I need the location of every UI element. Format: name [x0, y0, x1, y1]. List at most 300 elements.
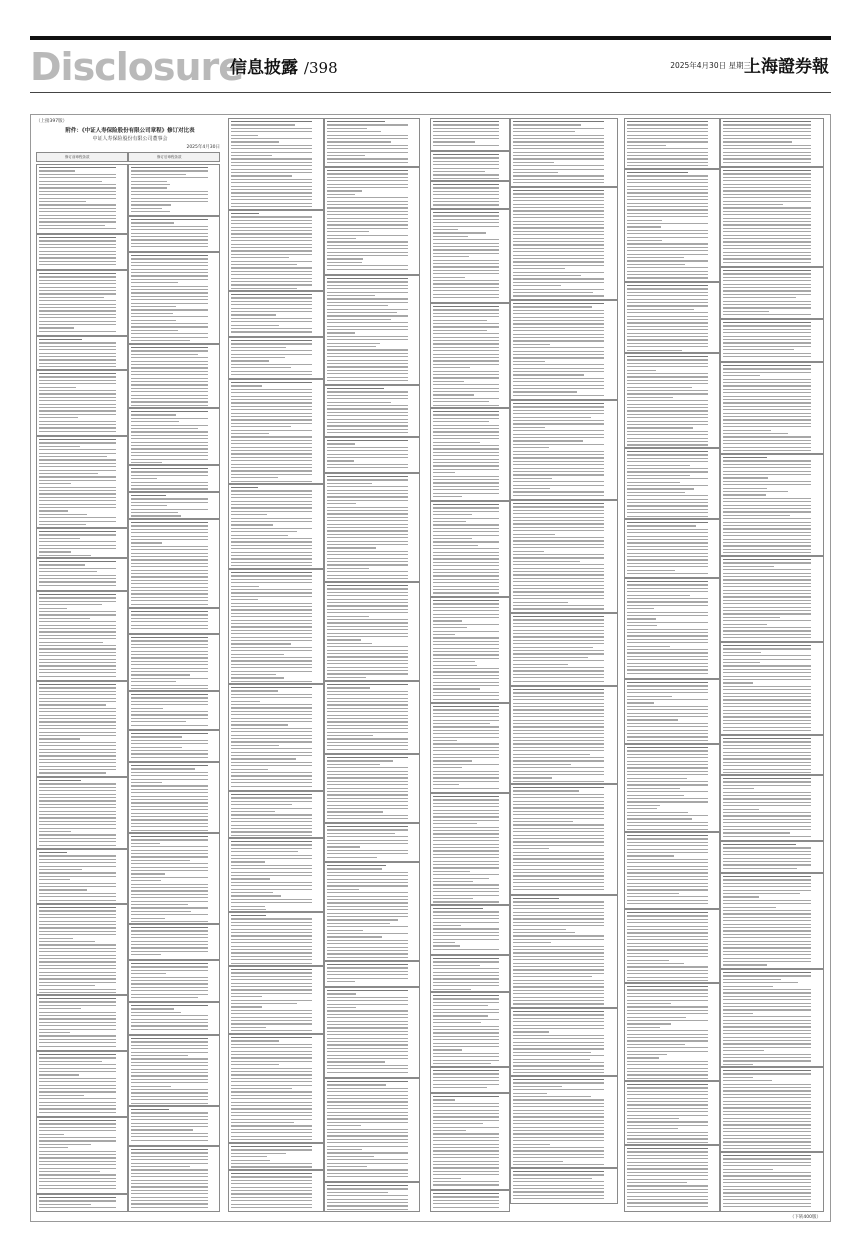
- text-line: [39, 824, 116, 825]
- text-line: [131, 966, 208, 967]
- text-line: [723, 730, 811, 731]
- text-line: [627, 458, 708, 459]
- text-line: [39, 561, 116, 562]
- text-line: [627, 522, 708, 523]
- text-line: [627, 805, 660, 806]
- text-line: [433, 514, 472, 515]
- text-line: [131, 170, 208, 171]
- text-line: [131, 830, 208, 831]
- text-line: [513, 547, 604, 548]
- text-line: [131, 802, 208, 803]
- text-line: [327, 278, 408, 279]
- text-line: [627, 588, 708, 589]
- text-line: [627, 468, 708, 469]
- text-line: [231, 1190, 312, 1191]
- text-line: [231, 972, 312, 973]
- text-line: [39, 225, 105, 226]
- text-line: [627, 570, 675, 571]
- text-line: [131, 421, 179, 422]
- text-line: [627, 1158, 708, 1159]
- text-line: [131, 576, 208, 577]
- text-line: [39, 900, 116, 901]
- text-line: [433, 135, 499, 136]
- text-line: [627, 656, 708, 657]
- text-line: [433, 357, 499, 358]
- text-line: [131, 657, 208, 658]
- text-line: [131, 970, 208, 971]
- text-line: [327, 967, 408, 968]
- text-line: [723, 844, 796, 845]
- text-line: [627, 172, 688, 173]
- text-line: [131, 292, 208, 293]
- text-line: [131, 587, 208, 588]
- text-line: [131, 1055, 188, 1056]
- text-line: [327, 405, 408, 406]
- text-line: [627, 835, 708, 836]
- text-line: [513, 1157, 604, 1158]
- text-line: [627, 539, 708, 540]
- text-line: [39, 725, 116, 726]
- text-line: [513, 491, 604, 492]
- text-line: [131, 395, 208, 396]
- text-line: [39, 783, 116, 784]
- text-line: [723, 1169, 773, 1170]
- text-line: [513, 963, 604, 964]
- text-line: [327, 1142, 408, 1143]
- text-line: [131, 1096, 208, 1097]
- text-line: [627, 155, 708, 156]
- text-line: [39, 1178, 116, 1179]
- text-line: [723, 1050, 764, 1051]
- text-line: [433, 695, 499, 696]
- text-line: [327, 534, 408, 535]
- text-line: [723, 832, 790, 833]
- text-line: [131, 471, 208, 472]
- text-line: [627, 842, 708, 843]
- text-line: [327, 622, 408, 623]
- text-line: [231, 423, 312, 424]
- text-line: [433, 682, 499, 683]
- text-line: [513, 1000, 604, 1001]
- text-line: [513, 244, 604, 245]
- text-line: [231, 1122, 294, 1123]
- text-line: [433, 942, 455, 943]
- text-line: [231, 811, 275, 812]
- text-line: [131, 401, 208, 402]
- text-line: [433, 1077, 499, 1078]
- text-line: [327, 1173, 408, 1174]
- text-line: [723, 329, 811, 330]
- text-line: [131, 836, 208, 837]
- text-line: [513, 1003, 604, 1004]
- text-line: [231, 172, 312, 173]
- text-line: [627, 271, 708, 272]
- text-line: [327, 957, 408, 958]
- text-line: [627, 1098, 708, 1099]
- text-line: [39, 1081, 116, 1082]
- text-line: [433, 249, 499, 250]
- text-line: [627, 302, 708, 303]
- text-line: [39, 772, 106, 773]
- text-line: [433, 685, 499, 686]
- text-line: [231, 426, 291, 427]
- text-line: [231, 952, 312, 953]
- text-line: [723, 248, 811, 249]
- text-line: [723, 620, 811, 621]
- text-line: [39, 992, 116, 993]
- text-line: [39, 701, 116, 702]
- text-line: [627, 1003, 671, 1004]
- text-line: [627, 359, 708, 360]
- text-line: [513, 939, 604, 940]
- text-line: [131, 704, 208, 705]
- text-line: [513, 1072, 604, 1073]
- text-line: [327, 1163, 408, 1164]
- text-line: [513, 255, 604, 256]
- text-line: [723, 1070, 811, 1071]
- text-line: [723, 765, 811, 766]
- text-line: [433, 330, 487, 331]
- text-line: [231, 1054, 312, 1055]
- text-line: [39, 721, 116, 722]
- text-line: [723, 569, 811, 570]
- text-line: [231, 939, 312, 940]
- text-line: [627, 635, 708, 636]
- text-line: [627, 869, 708, 870]
- text-line: [39, 407, 116, 408]
- text-line: [627, 546, 708, 547]
- text-line: [131, 644, 208, 645]
- text-line: [39, 618, 90, 619]
- text-line: [627, 495, 708, 496]
- text-line: [433, 465, 499, 466]
- text-line: [723, 430, 771, 431]
- text-line: [327, 336, 408, 337]
- text-line: [627, 566, 708, 567]
- text-line: [513, 1191, 604, 1192]
- text-line: [627, 277, 708, 278]
- text-line: [513, 581, 604, 582]
- text-line: [433, 367, 470, 368]
- text-line: [433, 1184, 499, 1185]
- text-line: [231, 227, 312, 228]
- text-line: [513, 340, 604, 341]
- text-line: [723, 194, 811, 195]
- text-line: [231, 855, 312, 856]
- text-line: [131, 694, 208, 695]
- text-line: [131, 1082, 208, 1083]
- text-line: [723, 1114, 811, 1115]
- text-line: [433, 1084, 499, 1085]
- text-line: [513, 1038, 604, 1039]
- text-line: [513, 124, 581, 125]
- text-line: [327, 715, 408, 716]
- text-line: [131, 1140, 208, 1141]
- text-line: [327, 923, 390, 924]
- text-line: [131, 1012, 181, 1013]
- text-line: [433, 788, 499, 789]
- text-line: [513, 660, 604, 661]
- text-line: [231, 643, 291, 644]
- text-line: [723, 1155, 811, 1156]
- text-line: [723, 158, 811, 159]
- text-line: [513, 626, 604, 627]
- text-line: [327, 646, 408, 647]
- text-line: [627, 203, 708, 204]
- text-line: [513, 879, 604, 880]
- text-line: [327, 558, 408, 559]
- text-line: [627, 525, 696, 526]
- text-line: [231, 158, 312, 159]
- text-line: [231, 416, 312, 417]
- text-line: [627, 903, 708, 904]
- text-line: [39, 676, 116, 677]
- text-line: [327, 1000, 408, 1001]
- text-line: [131, 333, 208, 334]
- text-line: [39, 521, 116, 522]
- text-line: [327, 742, 408, 743]
- text-line: [627, 849, 708, 850]
- text-line: [327, 791, 408, 792]
- text-line: [433, 1113, 499, 1114]
- text-line: [513, 165, 604, 166]
- text-line: [627, 973, 708, 974]
- text-line: [231, 915, 266, 916]
- continued-from: （上接397版）: [36, 119, 68, 124]
- text-line: [433, 384, 499, 385]
- text-line: [231, 220, 312, 221]
- text-line: [513, 381, 604, 382]
- text-line: [231, 575, 312, 576]
- text-line: [327, 1159, 408, 1160]
- text-line: [433, 989, 471, 990]
- text-line: [39, 473, 98, 474]
- text-line: [231, 1146, 312, 1147]
- text-line: [433, 1110, 499, 1111]
- text-line: [131, 505, 167, 506]
- text-line: [231, 772, 312, 773]
- text-line: [723, 836, 811, 837]
- text-line: [433, 364, 499, 365]
- text-line: [231, 490, 312, 491]
- text-line: [231, 450, 312, 451]
- text-line: [327, 619, 408, 620]
- text-line: [131, 515, 181, 516]
- text-line: [723, 197, 811, 198]
- text-line: [131, 347, 208, 348]
- text-line: [627, 1074, 708, 1075]
- text-line: [231, 841, 312, 842]
- text-line: [231, 1098, 312, 1099]
- text-line: [231, 1156, 267, 1157]
- text-line: [723, 1033, 811, 1034]
- text-line: [39, 834, 116, 835]
- text-line: [39, 998, 116, 999]
- text-line: [327, 380, 408, 381]
- text-line: [327, 889, 359, 890]
- text-line: [627, 652, 708, 653]
- text-line: [433, 431, 499, 432]
- text-line: [723, 433, 788, 434]
- text-line: [627, 615, 708, 616]
- text-line: [723, 669, 811, 670]
- text-line: [433, 750, 499, 751]
- text-line: [723, 822, 811, 823]
- text-line: [627, 702, 654, 703]
- text-line: [723, 573, 811, 574]
- text-line: [231, 1044, 312, 1045]
- text-line: [327, 419, 408, 420]
- text-line: [231, 690, 278, 691]
- text-line: [131, 229, 208, 230]
- text-line: [513, 275, 581, 276]
- text-line: [513, 918, 604, 919]
- text-line: [327, 218, 408, 219]
- text-line: [327, 564, 408, 565]
- text-line: [39, 463, 116, 464]
- text-line: [433, 256, 469, 257]
- text-line: [513, 128, 604, 129]
- text-line: [433, 820, 499, 821]
- text-line: [513, 417, 591, 418]
- text-line: [627, 505, 708, 506]
- text-line: [231, 976, 312, 977]
- text-line: [627, 326, 708, 327]
- text-line: [231, 357, 285, 358]
- text-line: [39, 876, 116, 877]
- text-line: [627, 883, 708, 884]
- text-line: [231, 865, 312, 866]
- text-line: [327, 1185, 408, 1186]
- text-line: [231, 1176, 312, 1177]
- text-line: [327, 865, 386, 866]
- text-line: [231, 182, 312, 183]
- text-line: [513, 696, 604, 697]
- text-line: [513, 413, 604, 414]
- text-line: [39, 446, 80, 447]
- text-line: [513, 595, 604, 596]
- text-line: [433, 1046, 499, 1047]
- text-line: [433, 720, 499, 721]
- text-line: [723, 947, 811, 948]
- text-line: [39, 631, 116, 632]
- text-line: [327, 1209, 408, 1210]
- text-line: [627, 771, 708, 772]
- text-line: [433, 1039, 499, 1040]
- text-line: [39, 738, 80, 739]
- text-line: [39, 917, 116, 918]
- text-line: [513, 1188, 604, 1189]
- text-line: [433, 414, 499, 415]
- text-line: [433, 239, 499, 240]
- text-line: [723, 913, 811, 914]
- text-line: [231, 240, 312, 241]
- text-line: [433, 469, 499, 470]
- text-line: [723, 748, 811, 749]
- text-line: [231, 677, 284, 678]
- text-line: [433, 263, 499, 264]
- text-line: [231, 620, 312, 621]
- text-line: [131, 438, 208, 439]
- text-line: [433, 945, 460, 946]
- text-line: [723, 508, 811, 509]
- text-line: [39, 728, 116, 729]
- text-line: [433, 538, 472, 539]
- text-line: [39, 1168, 116, 1169]
- text-line: [327, 943, 408, 944]
- text-line: [327, 629, 408, 630]
- text-line: [723, 460, 811, 461]
- text-line: [513, 451, 604, 452]
- text-line: [723, 325, 811, 326]
- text-line: [723, 423, 811, 424]
- text-line: [39, 1185, 116, 1186]
- text-line: [39, 735, 116, 736]
- text-line: [433, 881, 473, 882]
- text-line: [513, 1028, 604, 1029]
- text-line: [433, 472, 455, 473]
- text-line: [131, 1103, 208, 1104]
- text-line: [723, 559, 811, 560]
- text-line: [627, 158, 708, 159]
- text-line: [433, 810, 499, 811]
- text-line: [513, 1059, 590, 1060]
- text-line: [433, 350, 499, 351]
- text-line: [723, 1087, 811, 1088]
- text-line: [231, 364, 312, 365]
- text-line: [327, 677, 366, 678]
- text-line: [39, 240, 116, 241]
- text-line: [513, 726, 604, 727]
- text-line: [131, 980, 208, 981]
- text-line: [39, 938, 73, 939]
- text-line: [513, 818, 604, 819]
- text-line: [39, 752, 116, 753]
- text-line: [131, 181, 167, 182]
- text-line: [327, 1135, 408, 1136]
- text-line: [231, 467, 312, 468]
- text-line: [627, 866, 708, 867]
- text-line: [627, 692, 708, 693]
- text-line: [231, 409, 312, 410]
- text-line: [39, 1091, 116, 1092]
- text-line: [327, 735, 373, 736]
- text-line: [327, 467, 408, 468]
- text-line: [627, 179, 708, 180]
- text-line: [723, 1073, 811, 1074]
- text-line: [433, 607, 499, 608]
- text-line: [131, 211, 170, 212]
- text-line: [231, 152, 312, 153]
- text-line: [327, 145, 408, 146]
- text-line: [433, 212, 499, 213]
- text-line: [327, 224, 408, 225]
- text-line: [513, 720, 604, 721]
- text-line: [513, 121, 604, 122]
- text-line: [327, 872, 408, 873]
- text-line: [433, 479, 499, 480]
- text-line: [131, 350, 208, 351]
- text-line: [723, 1111, 811, 1112]
- text-line: [39, 1140, 116, 1141]
- text-line: [131, 532, 208, 533]
- text-line: [627, 1047, 708, 1048]
- text-line: [627, 1101, 708, 1102]
- text-line: [513, 790, 579, 791]
- text-line: [723, 339, 811, 340]
- text-line: [513, 371, 604, 372]
- text-line: [231, 1013, 312, 1014]
